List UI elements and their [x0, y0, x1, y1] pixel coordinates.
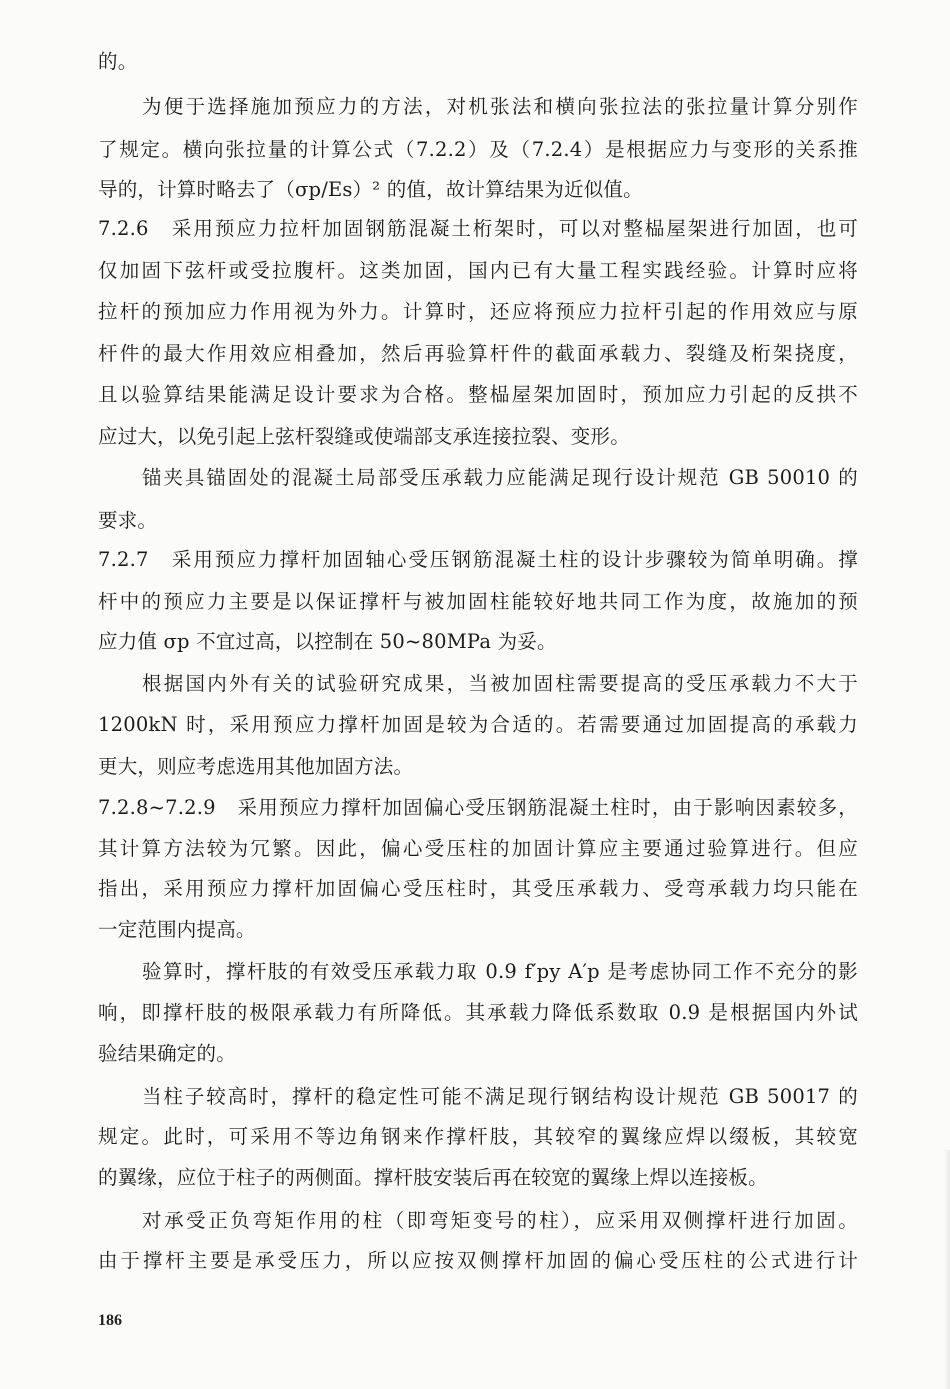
text-line: 7.2.6 采用预应力拉杆加固钢筋混凝土桁架时，可以对整榀屋架进行加固，也可 [98, 217, 858, 240]
text-line: 杆中的预应力主要是以保证撑杆与被加固柱能较好地共同工作为度，故施加的预 [98, 590, 858, 613]
page-edge-shadow [944, 1150, 950, 1389]
text-line: 杆件的最大作用效应相叠加，然后再验算杆件的截面承载力、裂缝及桁架挠度， [98, 342, 858, 365]
text-line: 7.2.7 采用预应力撑杆加固轴心受压钢筋混凝土柱的设计步骤较为简单明确。撑 [98, 548, 858, 571]
text-line: 规定。此时，可采用不等边角钢来作撑杆肢，其较窄的翼缘应焊以缀板，其较宽 [98, 1125, 858, 1148]
text-line: 1200kN 时，采用预应力撑杆加固是较为合适的。若需要通过加固提高的承载力 [98, 713, 858, 736]
text-line: 响，即撑杆肢的极限承载力有所降低。其承载力降低系数取 0.9 是根据国内外试 [98, 1001, 858, 1024]
text-line: 的翼缘，应位于柱子的两侧面。撑杆肢安装后再在较宽的翼缘上焊以连接板。 [98, 1166, 768, 1189]
text-line: 指出，采用预应力撑杆加固偏心受压柱时，其受压承载力、受弯承载力均只能在 [98, 877, 858, 900]
text-line: 拉杆的预加应力作用视为外力。计算时，还应将预应力拉杆引起的作用效应与原 [98, 300, 858, 323]
text-line: 验结果确定的。 [98, 1042, 236, 1065]
text-line: 验算时，撑杆肢的有效受压承载力取 0.9 f′py A′p 是考虑协同工作不充分的影 [142, 960, 858, 983]
text-line: 一定范围内提高。 [98, 918, 256, 941]
text-line: 导的，计算时略去了（σp/Es）² 的值，故计算结果为近似值。 [98, 178, 643, 201]
text-line: 由于撑杆主要是承受压力，所以应按双侧撑杆加固的偏心受压柱的公式进行计 [98, 1249, 858, 1272]
text-line: 应力值 σp 不宜过高，以控制在 50~80MPa 为妥。 [98, 630, 557, 653]
text-line: 当柱子较高时，撑杆的稳定性可能不满足现行钢结构设计规范 GB 50017 的 [142, 1085, 858, 1108]
text-line: 对承受正负弯矩作用的柱（即弯矩变号的柱），应采用双侧撑杆进行加固。 [142, 1209, 858, 1232]
text-line: 要求。 [98, 509, 158, 532]
page-number: 186 [98, 1312, 122, 1329]
text-line: 仅加固下弦杆或受拉腹杆。这类加固，国内已有大量工程实践经验。计算时应将 [98, 259, 858, 282]
text-line: 为便于选择施加预应力的方法，对机张法和横向张拉法的张拉量计算分别作 [142, 95, 858, 118]
text-line: 其计算方法较为冗繁。因此，偏心受压柱的加固计算应主要通过验算进行。但应 [98, 837, 858, 860]
text-line: 应过大，以免引起上弦杆裂缝或使端部支承连接拉裂、变形。 [98, 425, 630, 448]
text-line: 更大，则应考虑选用其他加固方法。 [98, 755, 414, 778]
text-line: 且以验算结果能满足设计要求为合格。整榀屋架加固时，预加应力引起的反拱不 [98, 383, 858, 406]
text-line: 的。 [98, 50, 138, 73]
text-line: 了规定。横向张拉量的计算公式（7.2.2）及（7.2.4）是根据应力与变形的关系推 [98, 138, 858, 161]
text-line: 锚夹具锚固处的混凝土局部受压承载力应能满足现行设计规范 GB 50010 的 [142, 466, 858, 489]
text-line: 根据国内外有关的试验研究成果，当被加固柱需要提高的受压承载力不大于 [142, 672, 858, 695]
text-line: 7.2.8~7.2.9 采用预应力撑杆加固偏心受压钢筋混凝土柱时，由于影响因素较多， [98, 796, 858, 819]
